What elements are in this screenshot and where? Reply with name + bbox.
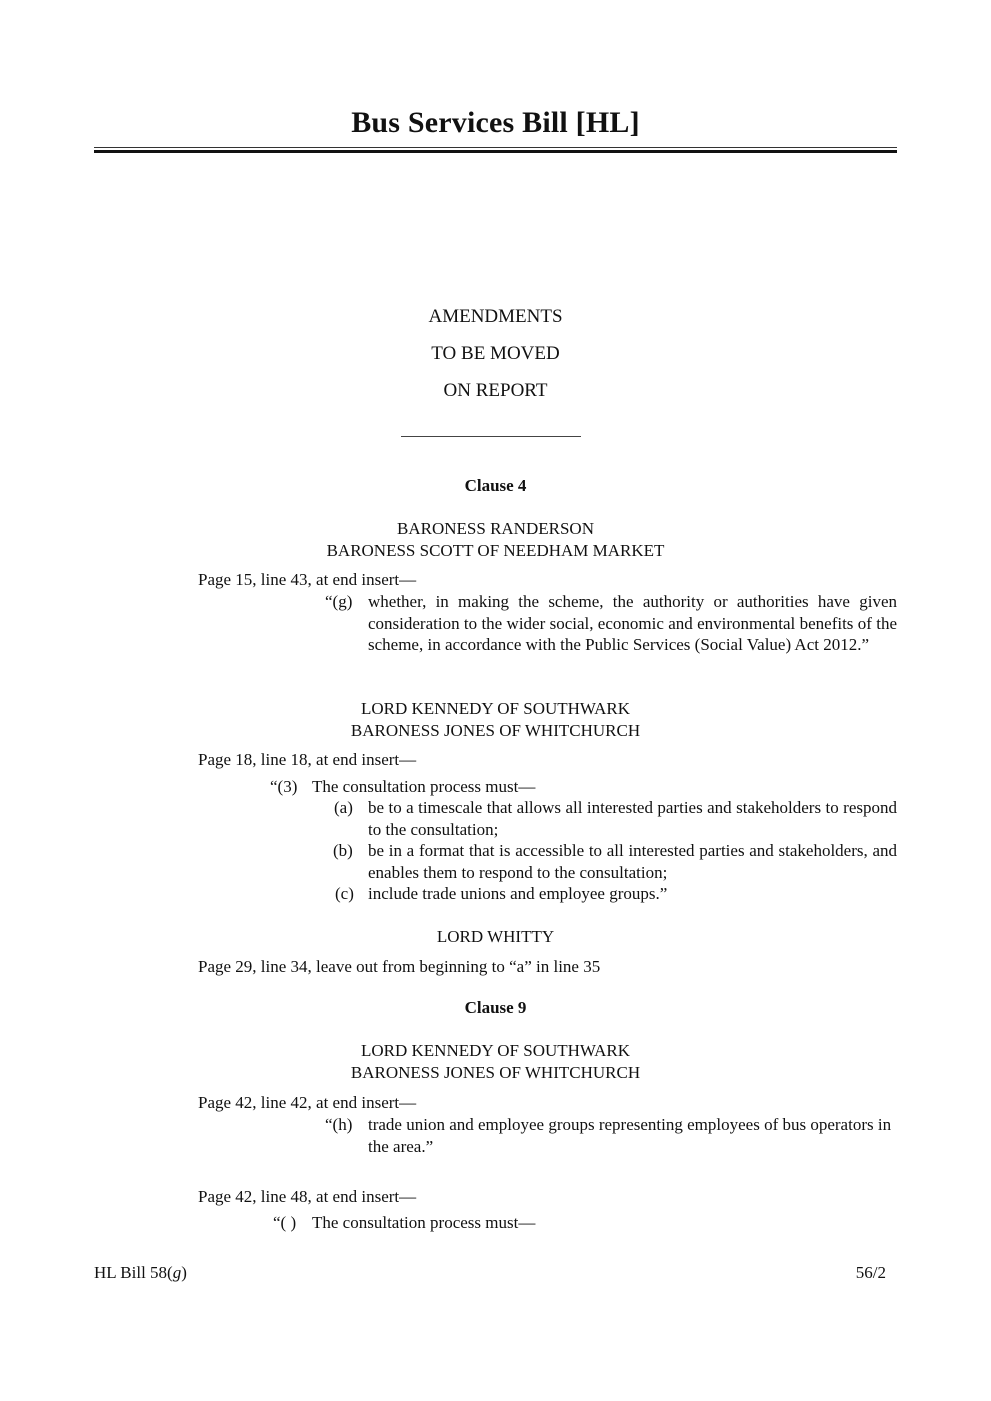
item-text: be to a timescale that allows all interested parties and stakeholders to respond to the consultation;: [368, 798, 897, 839]
bill-title: Bus Services Bill [HL]: [351, 106, 640, 139]
item-label: (b): [333, 841, 353, 860]
mover-name: LORD WHITTY: [436, 927, 555, 946]
movers: [0, 926, 991, 948]
subsection-text: The consultation process must—: [312, 1213, 536, 1232]
item-label: “(g): [325, 592, 353, 611]
amendment-location: Page 29, line 34, leave out from beginning to “a” in line 35: [198, 957, 601, 976]
movers: [0, 698, 991, 742]
item-label: (c): [335, 884, 354, 903]
item-text: trade union and employee groups representing employees of bus operators in the area.”: [368, 1115, 892, 1156]
item-text: be in a format that is accessible to all interested parties and stakeholders, and enables them to respond to the consultation;: [368, 841, 897, 882]
item-text: whether, in making the scheme, the authority or authorities have given consideration to the wider social, economic and environmental benefits of the scheme, in accordance with the Public Services (Social Value) Act 2012.”: [368, 592, 897, 654]
mover-name: BARONESS SCOTT OF NEEDHAM MARKET: [326, 541, 665, 560]
subsection-label: “(3): [270, 777, 298, 796]
title-rule-thick: [94, 150, 897, 153]
amendment-location: Page 18, line 18, at end insert—: [198, 750, 417, 769]
subsection-text: The consultation process must—: [312, 777, 536, 796]
clause-heading: Clause 9: [464, 998, 527, 1017]
movers: [0, 1040, 991, 1084]
amendment-location: Page 15, line 43, at end insert—: [198, 570, 417, 589]
mover-name: LORD KENNEDY OF SOUTHWARK: [360, 699, 630, 718]
mover-name: BARONESS JONES OF WHITCHURCH: [350, 1063, 641, 1082]
item-text: include trade unions and employee groups.”: [368, 884, 668, 903]
heading-divider: [401, 436, 581, 437]
clause-heading: Clause 4: [464, 476, 527, 495]
movers: [0, 518, 991, 562]
item-label: (a): [334, 798, 353, 817]
item-label: “(h): [325, 1115, 353, 1134]
bill-reference: HL Bill 58(g): [94, 1263, 187, 1282]
mover-name: BARONESS JONES OF WHITCHURCH: [350, 721, 641, 740]
mover-name: BARONESS RANDERSON: [397, 519, 594, 538]
amendment-location: Page 42, line 48, at end insert—: [198, 1187, 417, 1206]
heading-line-2: TO BE MOVED: [431, 343, 560, 364]
title-rule-thin: [94, 147, 897, 148]
mover-name: LORD KENNEDY OF SOUTHWARK: [360, 1041, 630, 1060]
amendment-location: Page 42, line 42, at end insert—: [198, 1093, 417, 1112]
subsection-label: “( ): [273, 1213, 297, 1232]
page-reference: 56/2: [855, 1263, 886, 1282]
heading-line-1: AMENDMENTS: [428, 306, 563, 327]
heading-line-3: ON REPORT: [443, 380, 548, 401]
